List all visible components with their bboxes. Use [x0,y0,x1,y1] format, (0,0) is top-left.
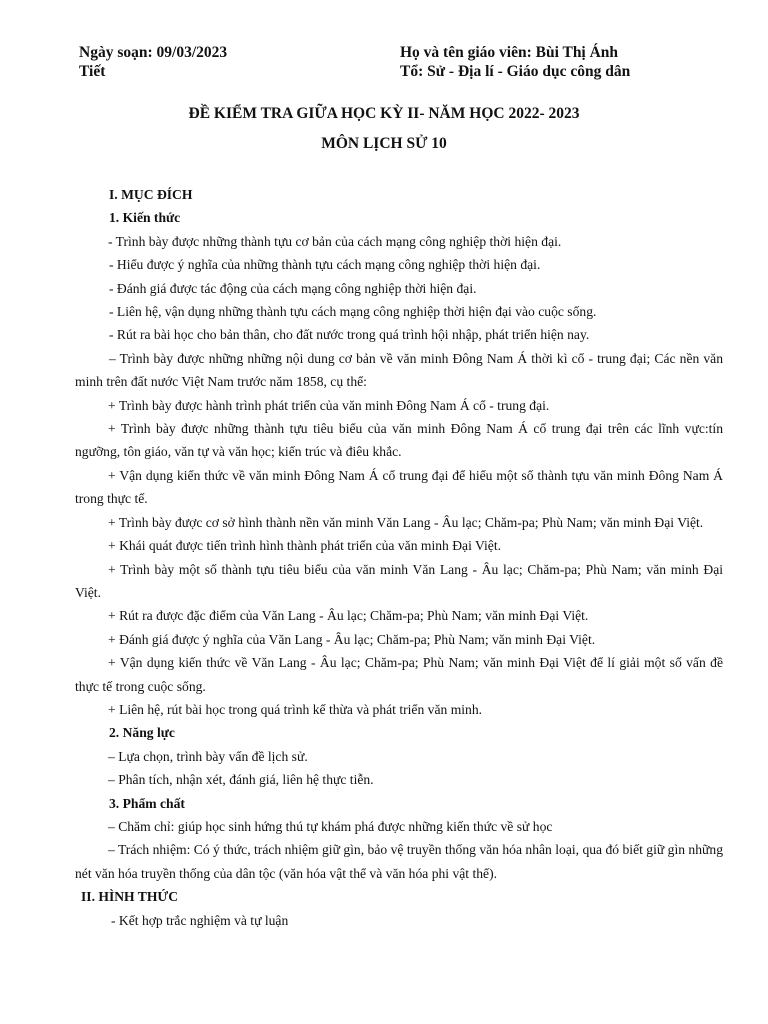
teacher-label: Họ và tên giáo viên: Bùi Thị Ánh [400,44,619,61]
knowledge-subitem: + Rút ra được đặc điểm của Văn Lang - Âu lạc; Chăm-pa; Phù Nam; văn minh Đại Việt. [108,608,589,624]
knowledge-subitem: + Vận dụng kiến thức về văn minh Đông Nam Á cổ trung đại để hiểu một số thành tựu văn minh Đông Nam Á trong thực tế. [75,467,723,507]
form-item: - Kết hợp trắc nghiệm và tự luận [111,912,289,928]
knowledge-item: - Đánh giá được tác động của cách mạng công nghiệp thời hiện đại. [109,280,477,296]
knowledge-subitem: + Liên hệ, rút bài học trong quá trình kế thừa và phát triển văn minh. [108,701,483,717]
group-label: Tổ: Sử - Địa lí - Giáo dục công dân [400,63,631,80]
competence-heading: 2. Năng lực [109,725,175,741]
subject-title: MÔN LỊCH SỬ 10 [321,135,447,152]
period-label: Tiết [79,63,106,80]
knowledge-item: - Trình bày được những thành tựu cơ bản của cách mạng công nghiệp thời hiện đại. [108,233,562,249]
knowledge-subitem: + Vận dụng kiến thức về Văn Lang - Âu lạc; Chăm-pa; Phù Nam; văn minh Đại Việt để lí giải một số vấn đề thực tế trong cuộc sống. [75,655,723,694]
section-purpose-heading: I. MỤC ĐÍCH [109,187,193,202]
knowledge-item: - Liên hệ, vận dụng những thành tựu cách mạng công nghiệp thời hiện đại vào cuộc sống. [109,304,597,320]
knowledge-item: - Hiểu được ý nghĩa của những thành tựu cách mạng công nghiệp thời hiện đại. [109,257,541,273]
knowledge-subitem: + Trình bày một số thành tựu tiêu biểu của văn minh Văn Lang - Âu lạc; Chăm-pa; Phù Nam; văn minh Đại Việt. [75,561,723,600]
knowledge-subitem: + Trình bày được những thành tựu tiêu biểu của văn minh Đông Nam Á cổ trung đại trên các lĩnh vực:tín ngưỡng, tôn giáo, văn tự và văn học; kiến trúc và điêu khắc. [75,421,723,460]
date-label: Ngày soạn: 09/03/2023 [79,44,228,61]
knowledge-subitem: + Trình bày được hành trình phát triển của văn minh Đông Nam Á cổ - trung đại. [108,397,550,413]
quality-item: – Trách nhiệm: Có ý thức, trách nhiệm giữ gìn, bảo vệ truyền thống văn hóa nhân loại, qua đó biết giữ gìn những nét văn hóa truyền thống của dân tộc (văn hóa vật thể và văn hóa phi vật thể). [75,842,723,881]
knowledge-subitem: + Đánh giá được ý nghĩa của Văn Lang - Âu lạc; Chăm-pa; Phù Nam; văn minh Đại Việt. [108,631,596,647]
competence-item: – Phân tích, nhận xét, đánh giá, liên hệ thực tiễn. [108,772,374,788]
knowledge-subitem: + Khái quát được tiến trình hình thành phát triển của văn minh Đại Việt. [108,538,502,554]
competence-item: – Lựa chọn, trình bày vấn đề lịch sử. [108,748,308,764]
section-form-heading: II. HÌNH THỨC [81,889,179,905]
quality-item: – Chăm chỉ: giúp học sinh hứng thú tự khám phá được những kiến thức về sử học [108,818,553,834]
knowledge-subitem: + Trình bày được cơ sở hình thành nền văn minh Văn Lang - Âu lạc; Chăm-pa; Phù Nam; văn minh Đại Việt. [108,514,704,530]
exam-title: ĐỀ KIỂM TRA GIỮA HỌC KỲ II- NĂM HỌC 2022- 2023 [188,105,580,122]
quality-heading: 3. Phẩm chất [109,795,185,811]
knowledge-item: - Rút ra bài học cho bản thân, cho đất nước trong quá trình hội nhập, phát triển hiện nay. [109,327,590,343]
document-body [75,183,723,932]
knowledge-item: – Trình bày được những những nội dung cơ bản về văn minh Đông Nam Á thời kì cổ - trung đại; Các nền văn minh trên đất nước Việt Nam trước năm 1858, cụ thể: [75,350,723,390]
knowledge-heading: 1. Kiến thức [109,210,181,226]
